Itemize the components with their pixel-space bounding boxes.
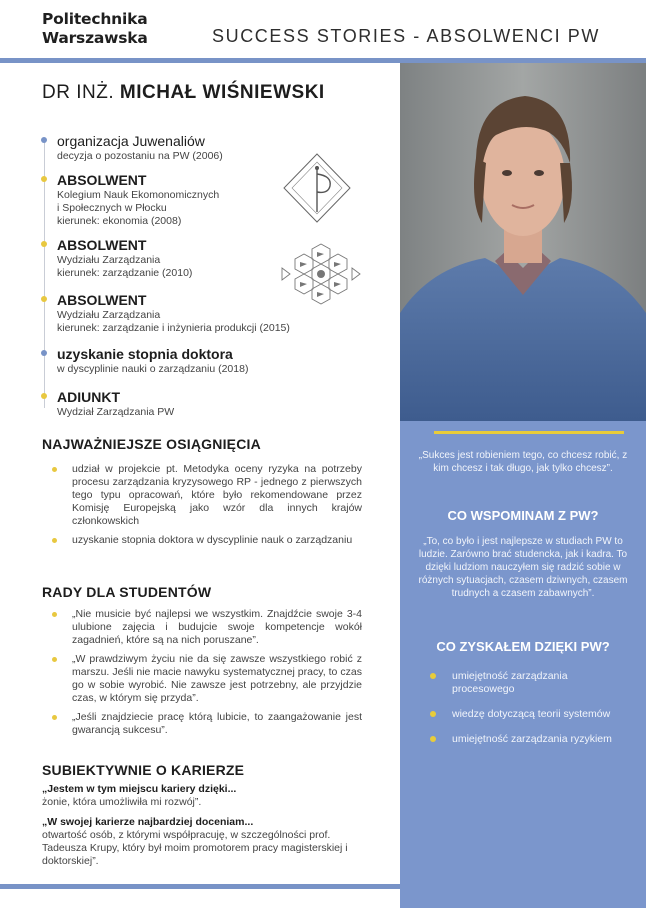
memory-heading: CO WSPOMINAM Z PW? (447, 508, 599, 523)
person-name (42, 82, 325, 104)
page-header-title: SUCCESS STORIES - ABSOLWENCI PW (212, 26, 600, 46)
bullet-dot (430, 673, 436, 679)
achievement-item: udział w projekcie pt. Metodyka oceny ryzyka na potrzeby procesu zarządzania kryzysowego RP - jednego z pierwszych tego typu opracowań, które było rekomendowane przez Komisję Europejską jako wzór dla innych krajów członkowskich (52, 463, 362, 528)
timeline-text: kierunek: zarządzanie i inżynieria produkcji (2015) (57, 322, 290, 334)
bullet-dot (52, 467, 57, 472)
timeline-heading: ADIUNKT (57, 389, 120, 405)
portrait-photo (400, 63, 646, 421)
timeline-text: w dyscyplinie nauki o zarządzaniu (2018) (57, 363, 249, 375)
timeline-text: Wydziału Zarządzania (57, 309, 161, 321)
gains-list-item: wiedzę dotyczącą teorii systemów (428, 708, 628, 721)
sidebar-yellow-rule (434, 431, 624, 434)
logo-line-2: Warszawska (42, 29, 148, 47)
advice-list (52, 608, 362, 743)
academic-title: DR INŻ. (42, 82, 115, 103)
bottom-divider (0, 884, 400, 889)
timeline-heading: organizacja Juwenaliów (57, 133, 205, 149)
gains-list (428, 670, 628, 758)
timeline-dot (41, 176, 47, 182)
timeline-dot (41, 137, 47, 143)
advice-item: „Jeśli znajdziecie pracę którą lubicie, to zaangażowanie jest gwarancją sukcesu”. (52, 711, 362, 737)
achievements-heading: NAJWAŻNIEJSZE OSIĄGNIĘCIA (42, 436, 261, 452)
gains-heading: CO ZYSKAŁEM DZIĘKI PW? (436, 639, 610, 654)
timeline-heading: ABSOLWENT (57, 237, 147, 253)
timeline-heading: ABSOLWENT (57, 172, 147, 188)
timeline-text: Kolegium Nauk Ekomonomicznych (57, 189, 220, 201)
timeline-item (57, 292, 290, 335)
timeline-item (57, 346, 248, 376)
timeline-text: Wydziału Zarządzania (57, 254, 161, 266)
timeline-text: kierunek: ekonomia (2008) (57, 215, 182, 227)
timeline-dot (41, 241, 47, 247)
career-question: „Jestem w tym miejscu kariery dzięki... (42, 783, 237, 795)
timeline-text: kierunek: zarządzanie (2010) (57, 267, 193, 279)
advice-item: „Nie musicie być najlepsi we wszystkim. Znajdźcie swoje 3-4 ulubione zajęcia i budujcie swoje kompetencje wokół zagadnień, które są na nich poruszane”. (52, 608, 362, 647)
memory-text: „To, co było i jest najlepsze w studiach PW to ludzie. Zarówno brać studencka, jak i kadra. To dzięki ludziom nauczyłem się radzić sobie w różnych sytuacjach, czasem dziwnych, czasem trudnych a czasem zabawnych”. (418, 536, 628, 599)
timeline-item (57, 172, 219, 228)
timeline-item (57, 133, 223, 163)
university-logo (42, 10, 148, 48)
sidebar-panel (400, 421, 646, 908)
bullet-dot (430, 711, 436, 717)
faculty-emblem-icon (280, 240, 362, 308)
bullet-dot (52, 657, 57, 662)
career-block-2 (42, 816, 362, 868)
portrait-illustration (400, 63, 646, 421)
timeline-heading: ABSOLWENT (57, 292, 147, 308)
bullet-dot (430, 736, 436, 742)
timeline-item (57, 389, 174, 419)
timeline-text: i Społecznych w Płocku (57, 202, 167, 214)
logo-line-1: Politechnika (42, 10, 148, 28)
timeline-dot (41, 393, 47, 399)
advice-item: „W prawdziwym życiu nie da się zawsze wszystkiego robić z marszu. Jeśli nie macie nawyku systematycznej pracy, to czas go w sobie wyrobić. Nie zawsze jest potrzebny, ale przyjdzie czas, w którym się przyda”. (52, 653, 362, 705)
achievement-item: uzyskanie stopnia doktora w dyscyplinie nauk o zarządzaniu (52, 534, 362, 547)
timeline-dot (41, 296, 47, 302)
achievements-list (52, 463, 362, 553)
gains-list-item: umiejętność zarządzania procesowego (428, 670, 628, 696)
motto-quote: „Sukces jest robieniem tego, co chcesz robić, z kim chcesz i tak długo, jak tylko chcesz”. (418, 450, 628, 474)
timeline-text: Wydział Zarządzania PW (57, 406, 175, 418)
gains-list-item: umiejętność zarządzania ryzykiem (428, 733, 628, 746)
career-answer: żonie, która umożliwiła mi rozwój”. (42, 796, 202, 808)
bullet-dot (52, 538, 57, 543)
timeline-item (57, 237, 192, 280)
career-question: „W swojej karierze najbardziej doceniam... (42, 816, 254, 828)
advice-heading: RADY DLA STUDENTÓW (42, 584, 212, 600)
full-name: MICHAŁ WIŚNIEWSKI (119, 82, 325, 103)
bullet-dot (52, 612, 57, 617)
career-answer: otwartość osób, z którymi współpracuję, w szczególności prof. Tadeusza Krupy, który był moim promotorem pracy magisterskiej i doktorskiej”. (42, 829, 348, 867)
timeline-dot (41, 350, 47, 356)
timeline-text: decyzja o pozostaniu na PW (2006) (57, 150, 223, 162)
career-block-1 (42, 783, 362, 809)
bullet-dot (52, 715, 57, 720)
career-heading: SUBIEKTYWNIE O KARIERZE (42, 762, 245, 778)
timeline-heading: uzyskanie stopnia doktora (57, 346, 233, 362)
college-emblem-icon (282, 152, 352, 224)
